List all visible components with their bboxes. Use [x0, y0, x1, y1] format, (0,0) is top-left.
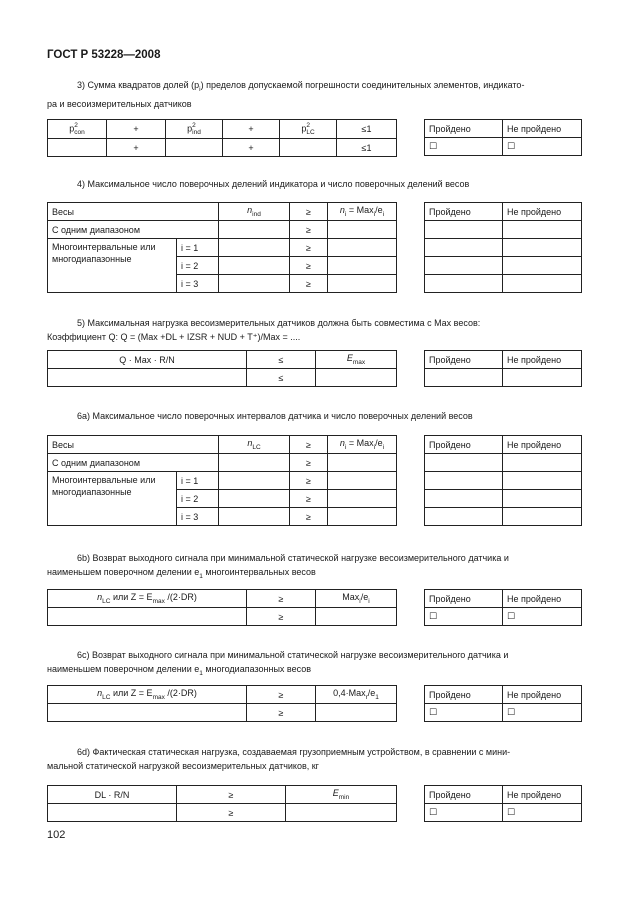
pass-checkbox[interactable]: ☐ [425, 804, 503, 822]
section-4-result: Пройдено Не пройдено [424, 202, 582, 293]
section-6a-table: Весы $n_{LC}$ ≥ $n_i = Max_i/e_i$ С одним диапазоном ≥ Многоинтервальные или многодиапазонные i = 1 ≥ i = 2 ≥ i = 3 ≥ [47, 435, 397, 526]
section-3-result: Пройдено Не пройдено ☐ ☐ [424, 119, 582, 156]
section-6c-text: 6с) Возврат выходного сигнала при минимальной статической нагрузке весоизмерительного датчика и наименьшем поверочном делении $e_1$ многодиапазонных весов [47, 650, 509, 677]
fail-checkbox[interactable]: ☐ [503, 804, 582, 822]
section-6b-result: Пройдено Не пройдено ☐ ☐ [424, 589, 582, 626]
fail-checkbox[interactable]: ☐ [503, 138, 582, 156]
section-4-text: 4) Максимальное число поверочных делений индикатора и число поверочных делений весов [77, 179, 470, 189]
section-5-table: Q · Max · R/N ≤ $E_{max}$ ≤ [47, 350, 397, 387]
fail-checkbox[interactable]: ☐ [503, 608, 582, 626]
section-3-text: 3) Сумма квадратов долей $(p_i)$ пределов допускаемой погрешности соединительных элементов, индикато- ра и весоизмерительных датчиков [47, 80, 525, 109]
section-6a-result: Пройдено Не пройдено [424, 435, 582, 526]
section-6b-text: 6b) Возврат выходного сигнала при минимальной статической нагрузке весоизмерительного датчика и наименьшем поверочном делении $e_1$ многоинтервальных весов [47, 553, 509, 580]
fail-checkbox[interactable]: ☐ [503, 704, 582, 722]
section-6d-text: 6d) Фактическая статическая нагрузка, создаваемая грузоприемным устройством, в сравнении с мини- мальной статической нагрузкой весоизмерительных датчиков, кг [47, 747, 511, 771]
section-3-table: p 2 con + p 2 ind + p 2 LC ≤1 + + ≤1 [47, 119, 397, 157]
section-6a-text: 6а) Максимальное число поверочных интервалов датчика и число поверочных делений весов [77, 411, 473, 421]
document-header: ГОСТ Р 53228—2008 [47, 49, 161, 61]
pass-checkbox[interactable]: ☐ [425, 704, 503, 722]
section-4-table: Весы $n_{ind}$ ≥ $n_i = Max_i/e_i$ С одним диапазоном ≥ Многоинтервальные или многодиапазонные i = 1 ≥ i = 2 ≥ i = 3 ≥ [47, 202, 397, 293]
pass-checkbox[interactable]: ☐ [425, 608, 503, 626]
section-6b-table: $n_{LC}$ или $Z = E_{max}$ /(2·DR) ≥ $Max_i/e_i$ ≥ [47, 589, 397, 626]
pass-checkbox[interactable]: ☐ [425, 138, 503, 156]
page-number: 102 [47, 829, 66, 841]
section-5-result: Пройдено Не пройдено [424, 350, 582, 387]
section-6c-result: Пройдено Не пройдено ☐ ☐ [424, 685, 582, 722]
section-6d-result: Пройдено Не пройдено ☐ ☐ [424, 785, 582, 822]
section-6c-table: $n_{LC}$ или $Z = E_{max}$ /(2·DR) ≥ $0,4\cdot Max_r/e_1$ ≥ [47, 685, 397, 722]
section-6d-table: DL · R/N ≥ $E_{min}$ ≥ [47, 785, 397, 822]
section-5-text: 5) Максимальная нагрузка весоизмерительных датчиков должна быть совместима с Max весов: Коэффициент Q: Q = (Max +DL + IZSR + NUD + T⁺)/Max = .... [47, 318, 481, 342]
